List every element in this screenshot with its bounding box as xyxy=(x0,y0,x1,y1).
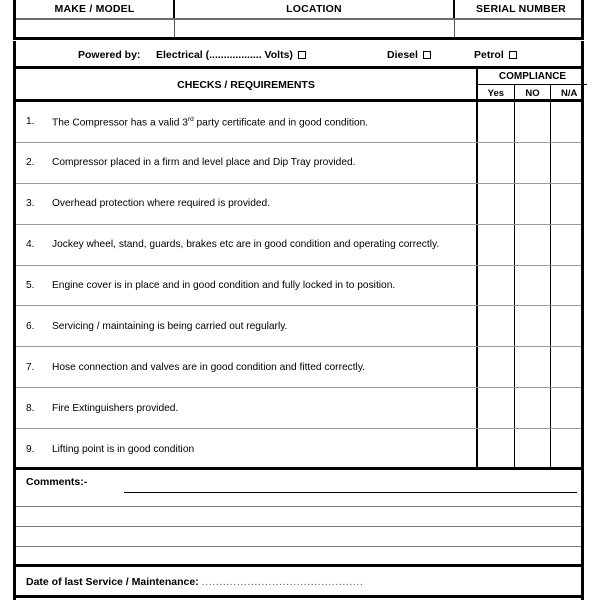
compliance-cell-no[interactable] xyxy=(515,347,552,387)
check-item-text-before: The Compressor has a valid 3 xyxy=(52,117,188,129)
compliance-cell-no[interactable] xyxy=(515,143,552,183)
compliance-cell-no[interactable] xyxy=(515,225,552,265)
ordinal-suffix: rd xyxy=(187,115,194,123)
table-row xyxy=(16,184,581,225)
compliance-cell-na[interactable] xyxy=(551,143,587,183)
check-item-text xyxy=(26,306,474,346)
powered-by-diesel-label: Diesel xyxy=(387,49,418,61)
compliance-cells xyxy=(476,429,587,470)
compliance-cell-na[interactable] xyxy=(551,388,587,428)
check-item-text xyxy=(26,266,474,306)
checks-table-body xyxy=(13,102,584,470)
field-serial-number[interactable] xyxy=(455,20,587,37)
compliance-cell-no[interactable] xyxy=(515,388,552,428)
check-item-label: Servicing / maintaining is being carried out regularly. xyxy=(52,320,288,332)
column-header-checks-requirements: CHECKS / REQUIREMENTS xyxy=(177,79,315,91)
column-header-serial-number: SERIAL NUMBER xyxy=(476,3,566,15)
table-row xyxy=(16,143,581,184)
column-header-no: NO xyxy=(515,85,552,102)
compliance-cell-na[interactable] xyxy=(551,184,587,224)
check-item-text xyxy=(26,388,474,428)
compliance-cells xyxy=(476,102,587,142)
comments-rule-3 xyxy=(16,526,581,527)
column-header-na: N/A xyxy=(560,88,578,99)
check-item-label xyxy=(52,116,474,128)
compliance-cell-yes[interactable] xyxy=(478,225,515,265)
powered-by-electrical-label: Electrical (.................. Volts) xyxy=(156,49,293,61)
column-header-location: LOCATION xyxy=(286,3,342,15)
check-item-label: Lifting point is in good condition xyxy=(52,444,195,456)
compliance-cell-yes[interactable] xyxy=(478,143,515,183)
powered-by-option-electrical[interactable] xyxy=(156,41,306,69)
compliance-cell-yes[interactable] xyxy=(478,388,515,428)
header-divider-1 xyxy=(173,0,175,18)
compliance-cell-yes[interactable] xyxy=(478,184,515,224)
field-make-model[interactable] xyxy=(16,20,173,37)
compliance-cells xyxy=(476,143,587,183)
table-row xyxy=(16,347,581,388)
column-header-compliance: COMPLIANCE xyxy=(478,69,587,85)
compliance-cell-no[interactable] xyxy=(515,184,552,224)
compliance-cell-no[interactable] xyxy=(515,429,552,470)
check-item-label: Jockey wheel, stand, guards, brakes etc are in good condition and operating correctly. xyxy=(52,239,440,251)
powered-by-petrol-label: Petrol xyxy=(474,49,504,61)
powered-by-option-petrol[interactable] xyxy=(474,41,517,69)
check-item-number: 1. xyxy=(26,116,35,128)
service-date-dotted-rule: .............................................. xyxy=(201,576,364,588)
identification-header-table xyxy=(13,0,584,40)
check-item-number: 4. xyxy=(26,239,35,251)
compliance-cell-yes[interactable] xyxy=(478,429,515,470)
comments-rule-first xyxy=(124,492,577,493)
compliance-cell-na[interactable] xyxy=(551,347,587,387)
value-divider-1 xyxy=(174,20,175,37)
compliance-cells xyxy=(476,347,587,387)
checkbox-electrical[interactable] xyxy=(298,51,306,59)
check-item-number: 5. xyxy=(26,280,35,291)
compliance-cell-no[interactable] xyxy=(515,102,552,142)
compliance-cell-na[interactable] xyxy=(551,102,587,142)
table-row xyxy=(16,225,581,266)
check-item-number: 8. xyxy=(26,402,35,414)
service-date-label: Date of last Service / Maintenance: xyxy=(26,576,199,588)
comments-label: Comments:- xyxy=(26,476,88,488)
service-date-label-group xyxy=(26,567,363,598)
check-item-number: 9. xyxy=(26,444,35,456)
compliance-cells xyxy=(476,388,587,428)
check-item-text xyxy=(26,143,474,183)
check-item-label: Overhead protection where required is provided. xyxy=(52,198,271,210)
compliance-cell-yes[interactable] xyxy=(478,306,515,346)
service-date-section xyxy=(13,567,584,598)
comments-rule-4 xyxy=(16,546,581,547)
checkbox-diesel[interactable] xyxy=(423,51,431,59)
identification-value-row xyxy=(16,20,581,37)
check-item-text-after: party certificate and in good condition. xyxy=(193,117,369,129)
powered-by-label: Powered by: xyxy=(78,49,141,61)
column-header-make-model: MAKE / MODEL xyxy=(54,3,135,15)
table-row xyxy=(16,388,581,429)
checks-table-header xyxy=(13,69,584,102)
check-item-number: 7. xyxy=(26,361,35,373)
check-item-label: Fire Extinguishers provided. xyxy=(52,402,179,414)
comments-section xyxy=(13,470,584,567)
check-item-label: Compressor placed in a firm and level place and Dip Tray provided. xyxy=(52,157,356,169)
compliance-cell-no[interactable] xyxy=(515,266,552,306)
table-row xyxy=(16,266,581,307)
check-item-text xyxy=(26,184,474,224)
value-divider-2 xyxy=(454,20,455,37)
compliance-subheader-row xyxy=(478,85,587,102)
check-item-text xyxy=(26,225,474,265)
compliance-cell-yes[interactable] xyxy=(478,266,515,306)
check-item-number: 3. xyxy=(26,198,35,210)
check-item-text xyxy=(26,429,474,470)
powered-by-option-diesel[interactable] xyxy=(387,41,431,69)
compliance-cells xyxy=(476,306,587,346)
powered-by-row xyxy=(13,41,584,69)
compliance-cell-na[interactable] xyxy=(551,225,587,265)
comments-rule-2 xyxy=(16,506,581,507)
compliance-cell-yes[interactable] xyxy=(478,102,515,142)
header-divider-2 xyxy=(453,0,455,18)
compliance-cell-na[interactable] xyxy=(551,266,587,306)
compliance-cell-na[interactable] xyxy=(551,306,587,346)
column-header-yes: Yes xyxy=(478,85,515,102)
check-item-text xyxy=(26,102,474,142)
check-item-label: Engine cover is in place and in good condition and fully locked in to position. xyxy=(52,280,396,291)
identification-header-row xyxy=(16,0,581,20)
table-row xyxy=(16,306,581,347)
compliance-cell-yes[interactable] xyxy=(478,347,515,387)
check-item-number: 2. xyxy=(26,157,35,169)
check-item-text xyxy=(26,347,474,387)
compliance-cells xyxy=(476,266,587,306)
compliance-cells xyxy=(476,225,587,265)
check-item-number: 6. xyxy=(26,320,35,332)
compliance-cell-no[interactable] xyxy=(515,306,552,346)
compliance-cell-na[interactable] xyxy=(551,429,587,470)
table-row xyxy=(16,429,581,470)
checkbox-petrol[interactable] xyxy=(509,51,517,59)
check-item-label: Hose connection and valves are in good condition and fitted correctly. xyxy=(52,361,365,373)
compliance-header-group xyxy=(476,69,587,102)
compliance-cells xyxy=(476,184,587,224)
table-row xyxy=(16,102,581,143)
field-location[interactable] xyxy=(175,20,453,37)
